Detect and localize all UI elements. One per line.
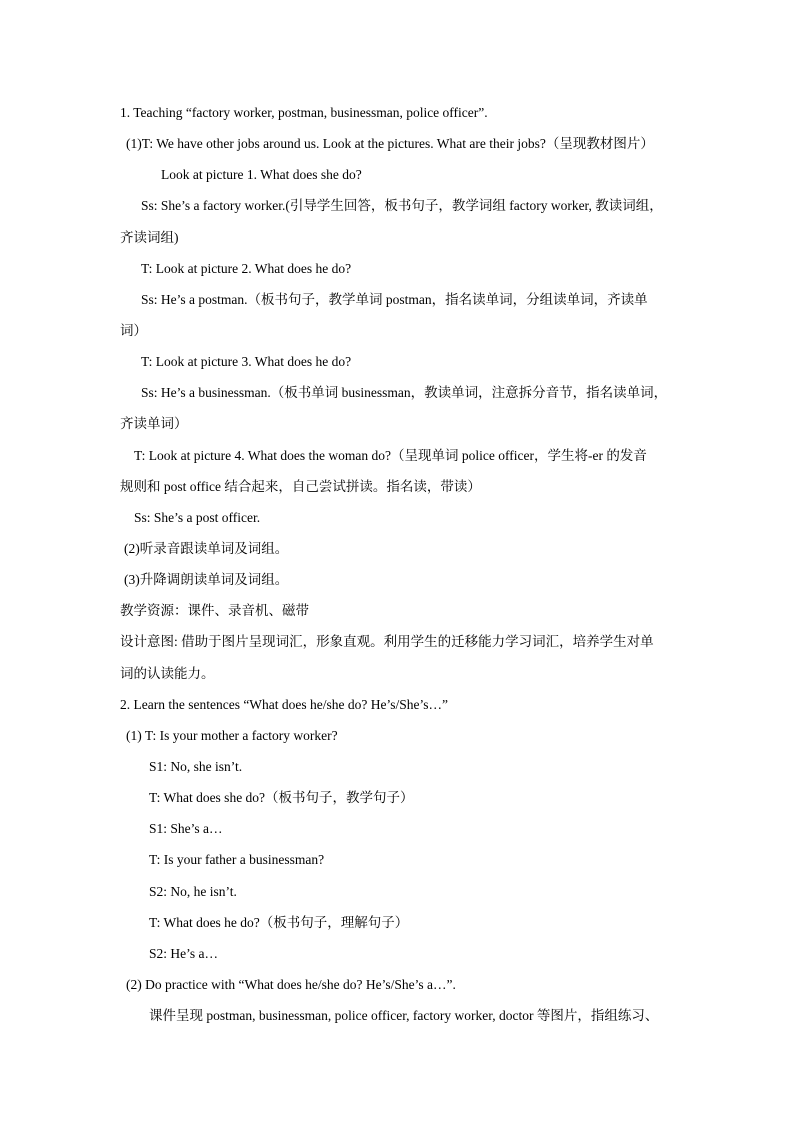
dialogue-s2-no: S2: No, he isn’t. (149, 884, 237, 899)
picture-1-answer: Ss: She’s a factory worker.(引导学生回答，板书句子，教学词组 factory worker, 教读词组， (141, 198, 663, 213)
picture-3-answer-continued: 齐读单词） (120, 416, 188, 431)
picture-3-answer: Ss: He’s a businessman.（板书单词 businessman，教读单词，注意拆分音节，指名读单词， (141, 385, 668, 400)
dialogue-s1-shes-a: S1: She’s a… (149, 821, 223, 836)
picture-2-question: T: Look at picture 2. What does he do? (141, 261, 352, 276)
picture-2-answer-continued: 词） (120, 323, 147, 338)
step-3-intonation-read: (3)升降调朗读单词及词组。 (124, 572, 289, 587)
step-1-teacher-prompt: (1)T: We have other jobs around us. Look at the pictures. What are their jobs?（呈现教材图片） (126, 136, 654, 151)
step-2-listen-read: (2)听录音跟读单词及词组。 (124, 541, 289, 556)
picture-4-question-continued: 规则和 post office 结合起来，自己尝试拼读。指名读，带读） (120, 479, 481, 494)
dialogue-what-does-he-do: T: What does he do?（板书句子，理解句子） (149, 915, 409, 930)
practice-courseware: 课件呈现 postman, businessman, police officer, factory worker, doctor 等图片，指组练习、 (149, 1008, 659, 1023)
picture-2-answer: Ss: He’s a postman.（板书句子，教学单词 postman，指名读单词，分组读单词，齐读单 (141, 292, 648, 307)
design-intent: 设计意图: 借助于图片呈现词汇，形象直观。利用学生的迁移能力学习词汇，培养学生对单 (120, 634, 654, 649)
dialogue-s1-no: S1: No, she isn’t. (149, 759, 243, 774)
section-heading-sentences: 2. Learn the sentences “What does he/she do? He’s/She’s…” (120, 697, 449, 712)
dialogue-mother-question: (1) T: Is your mother a factory worker? (126, 728, 338, 743)
practice-step: (2) Do practice with “What does he/she do? He’s/She’s a…”. (126, 977, 456, 992)
picture-4-question: T: Look at picture 4. What does the woman do?（呈现单词 police officer，学生将-er 的发音 (134, 448, 647, 463)
picture-1-question: Look at picture 1. What does she do? (161, 167, 362, 182)
picture-1-answer-continued: 齐读词组) (120, 230, 179, 245)
dialogue-s2-hes-a: S2: He’s a… (149, 946, 218, 961)
teaching-resources: 教学资源：课件、录音机、磁带 (120, 603, 309, 618)
design-intent-continued: 词的认读能力。 (120, 666, 215, 681)
dialogue-father-question: T: Is your father a businessman? (149, 852, 325, 867)
picture-4-answer: Ss: She’s a post officer. (134, 510, 261, 525)
picture-3-question: T: Look at picture 3. What does he do? (141, 354, 352, 369)
dialogue-what-does-she-do: T: What does she do?（板书句子，教学句子） (149, 790, 414, 805)
section-heading-teaching-words: 1. Teaching “factory worker, postman, businessman, police officer”. (120, 105, 488, 120)
